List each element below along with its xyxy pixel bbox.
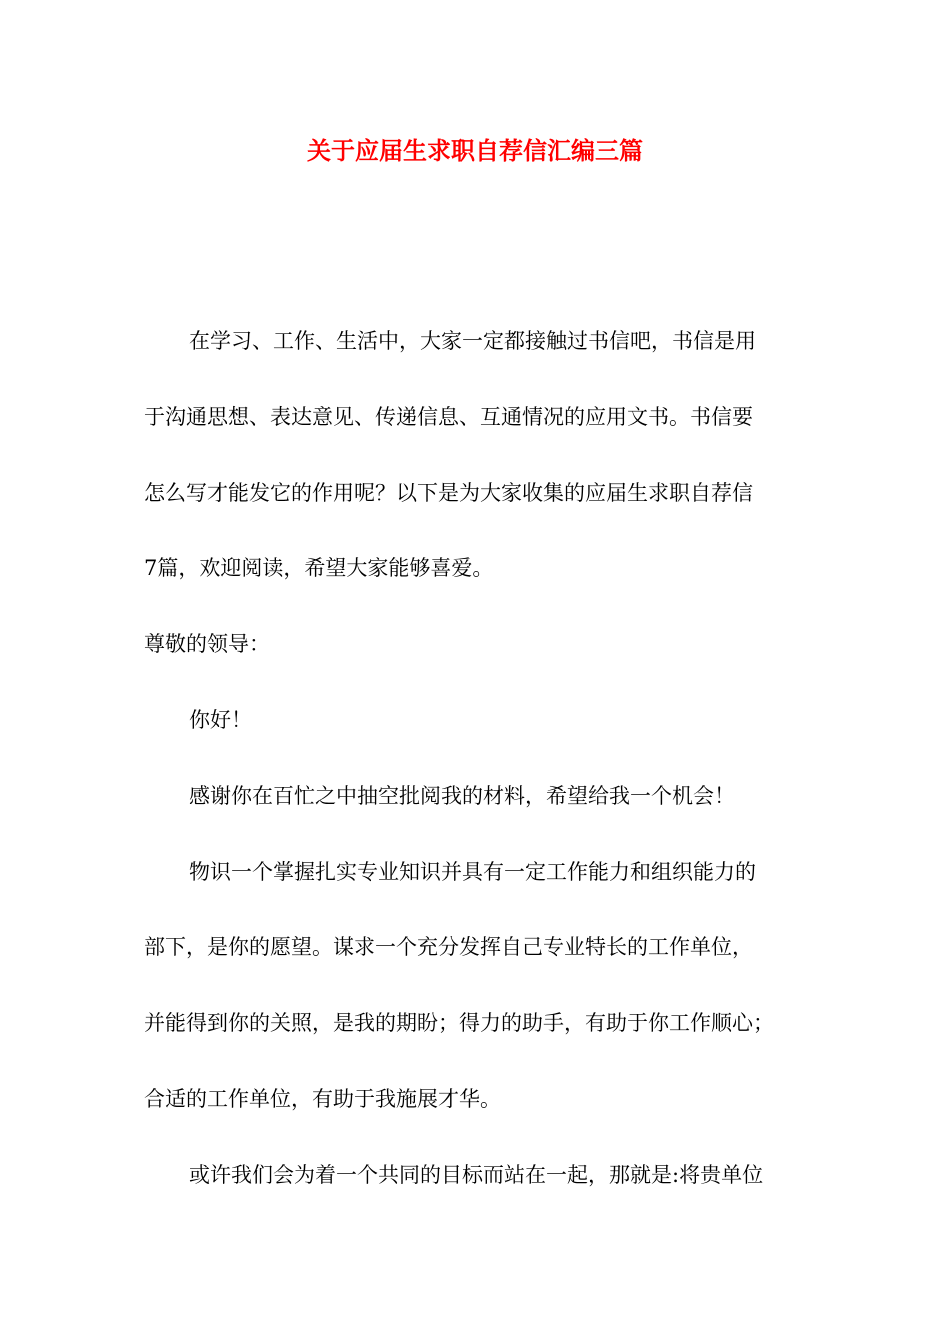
- paragraph-line: 合适的工作单位，有助于我施展才华。: [144, 1086, 501, 1111]
- paragraph-line: 7篇，欢迎阅读，希望大家能够喜爱。: [144, 556, 494, 581]
- paragraph-line: 于沟通思想、表达意见、传递信息、互通情况的应用文书。书信要: [144, 404, 753, 429]
- paragraph-line: 部下，是你的愿望。谋求一个充分发挥自己专业特长的工作单位，: [144, 935, 753, 960]
- paragraph-line: 感谢你在百忙之中抽空批阅我的材料，希望给我一个机会！: [189, 783, 735, 808]
- greeting-line: 你好！: [189, 707, 252, 732]
- paragraph-line: 怎么写才能发它的作用呢？以下是为大家收集的应届生求职自荐信: [144, 480, 753, 505]
- document-body: [144, 321, 816, 1231]
- paragraph-line: 在学习、工作、生活中，大家一定都接触过书信吧，书信是用: [189, 329, 756, 353]
- paragraph-line: 或许我们会为着一个共同的目标而站在一起，那就是:将贵单位: [189, 1162, 764, 1187]
- document-title: 关于应届生求职自荐信汇编三篇: [307, 136, 643, 165]
- salutation-line: 尊敬的领导：: [144, 632, 270, 657]
- paragraph-line: 物识一个掌握扎实专业知识并具有一定工作能力和组织能力的: [189, 859, 756, 884]
- paragraph-line: 并能得到你的关照，是我的期盼；得力的助手，有助于你工作顺心；: [144, 1011, 774, 1036]
